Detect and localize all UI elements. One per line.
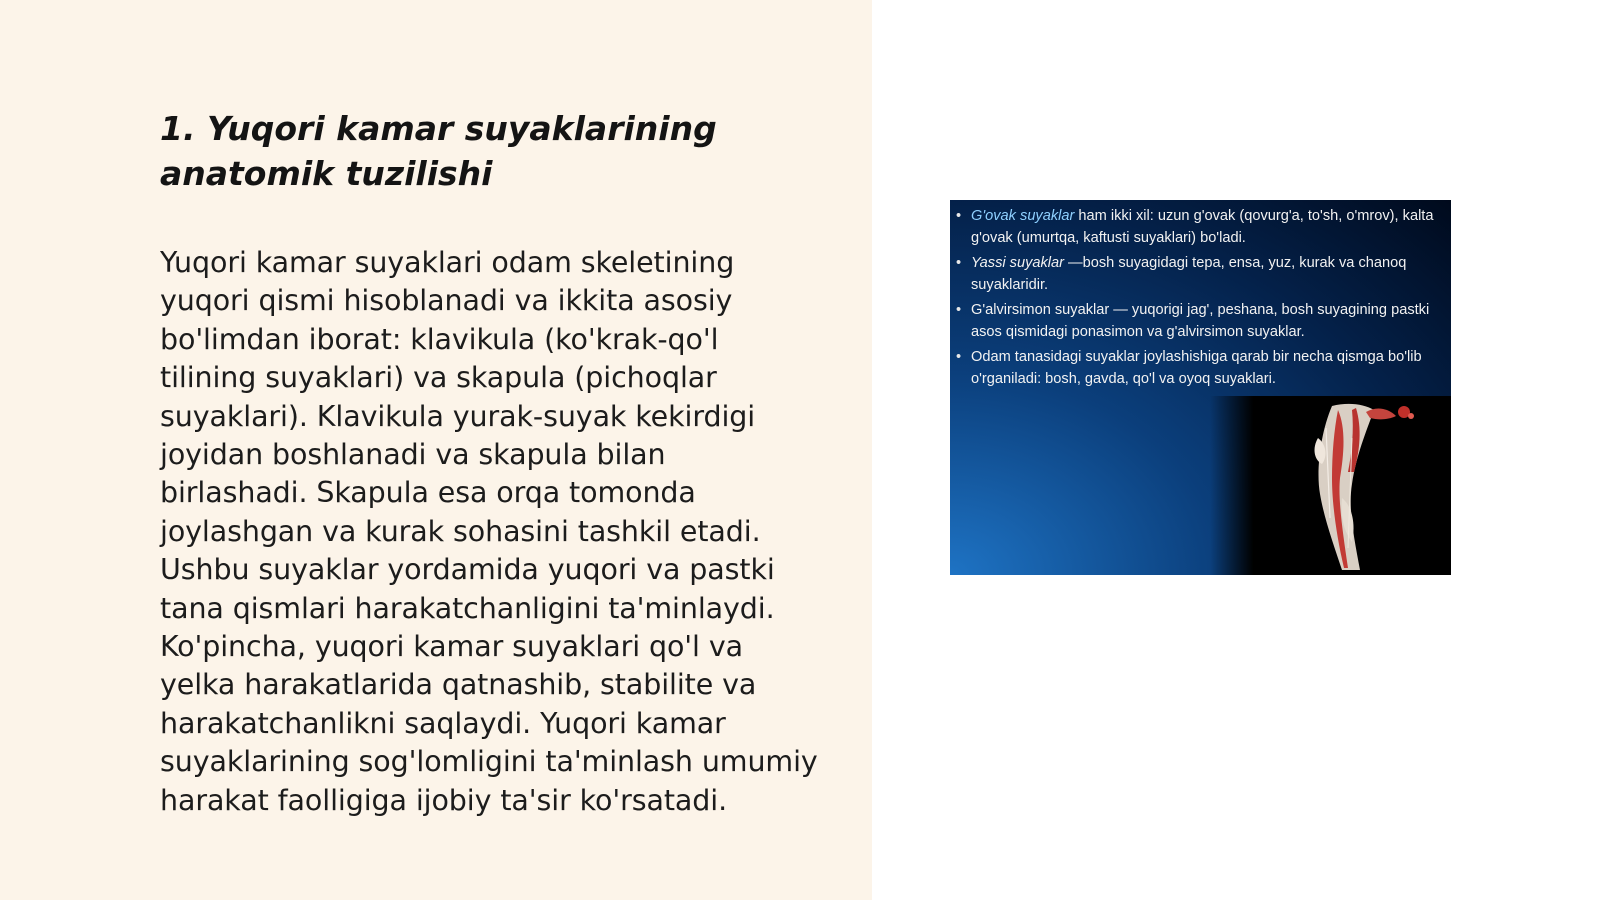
bullet-item (956, 206, 1448, 249)
bullet-term: Yassi suyaklar (971, 255, 1064, 271)
bullet-item (956, 253, 1448, 296)
bullet-term: G'ovak suyaklar (971, 208, 1075, 224)
slide-title: 1. Yuqori kamar suyaklarining anatomik tuzilishi (160, 109, 717, 193)
bullet-item (956, 300, 1448, 343)
bullet-dot: • (956, 255, 962, 271)
bullet-dot: • (956, 302, 962, 318)
bullet-dot: • (956, 349, 962, 365)
embedded-slide-image (950, 200, 1451, 575)
bullet-text: ham ikki xil: uzun g'ovak (qovurg'a, to'sh, o'mrov), kalta g'ovak (umurtqa, kaftusti suyaklari) bo'ladi. (971, 208, 1434, 246)
bullet-item (956, 347, 1448, 390)
bullet-text: —bosh suyagidagi tepa, ensa, yuz, kurak va chanoq suyaklaridir. (971, 255, 1407, 293)
bullet-text: Odam tanasidagi suyaklar joylashishiga qarab bir necha qismga bo'lib o'rganiladi: bosh, gavda, qo'l va oyoq suyaklari. (971, 349, 1422, 387)
slide-body-text: Yuqori kamar suyaklari odam skeletining yuqori qismi hisoblanadi va ikkita asosiy bo'limdan iborat: klavikula (ko'krak-qo'l tilining suyaklari) va skapula (pichoqlar suyaklari). Klavikula yurak-suyak kekirdigi joyidan boshlanadi va skapula bilan birlashadi. Skapula esa orqa tomonda joylashgan va kurak sohasini tashkil etadi. Ushbu suyaklar yordamida yuqori va pastki tana qismlari harakatchanligini ta'minlaydi. Ko'pincha, yuqori kamar suyaklari qo'l va yelka harakatlarida qatnashib, stabilite va harakatchanlikni saqlaydi. Yuqori kamar suyaklarining sog'lomligini ta'minlash umumiy harakat faolligiga ijobiy ta'sir ko'rsatadi. (160, 246, 818, 817)
foot-bone-anatomy-illustration (1282, 398, 1432, 575)
bullet-text: G'alvirsimon suyaklar — yuqorigi jag', peshana, bosh suyagining pastki asos qismidagi ponasimon va g'alvirsimon suyaklar. (971, 302, 1430, 340)
bullet-dot: • (956, 208, 962, 224)
bullet-list (956, 206, 1448, 394)
